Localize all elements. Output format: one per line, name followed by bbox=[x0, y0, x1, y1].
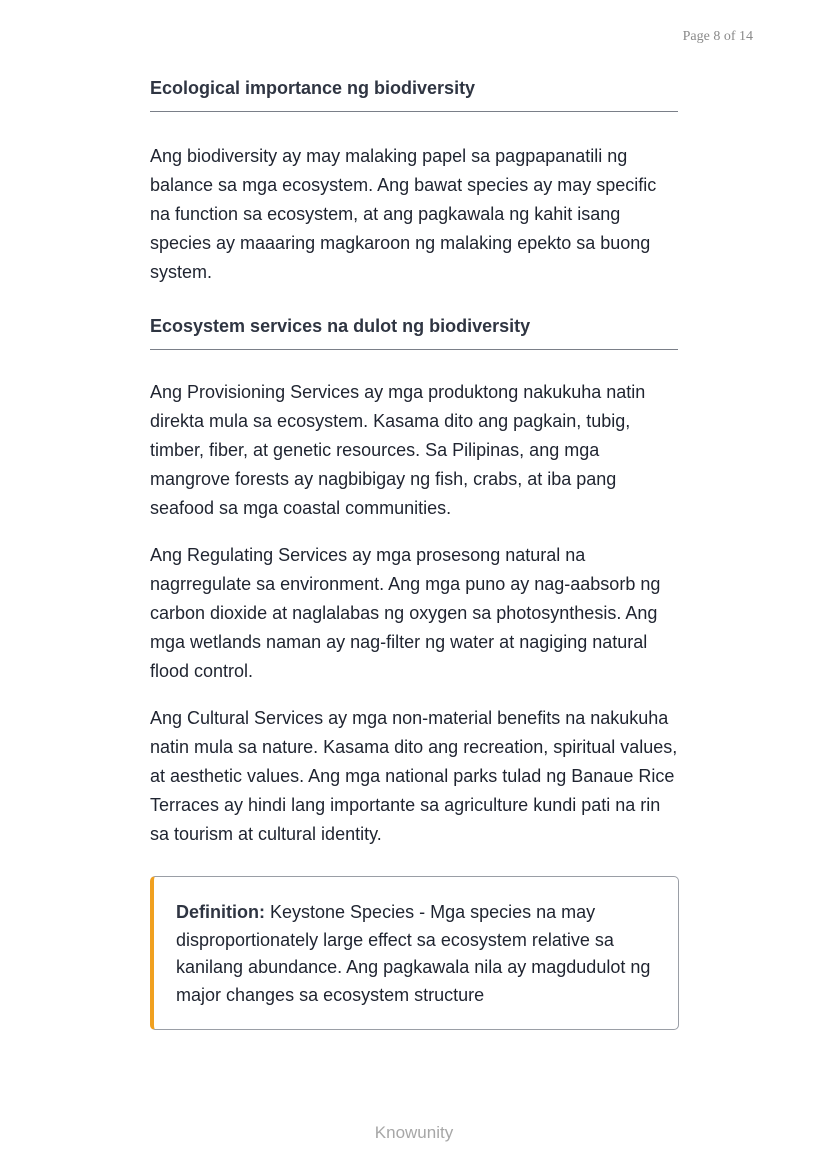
page-number: Page 8 of 14 bbox=[682, 29, 753, 44]
section-heading-ecological-importance: Ecological importance ng biodiversity bbox=[150, 76, 678, 112]
paragraph-ecological-importance: Ang biodiversity ay may malaking papel sa pagpapanatili ng balance sa mga ecosystem. Ang bawat species ay may specific na function sa ecosystem, at ang pagkawala ng kahit isang species ay maaaring magkaroon ng malaking epekto sa buong system. bbox=[150, 146, 657, 282]
definition-callout bbox=[150, 876, 679, 1030]
footer-brand: Knowunity bbox=[374, 1123, 454, 1142]
paragraph-cultural-services: Ang Cultural Services ay mga non-material benefits na nakukuha natin mula sa nature. Kasama dito ang recreation, spiritual values, at aesthetic values. Ang mga national parks tulad ng Banaue Rice Terraces ay hindi lang importante sa agriculture kundi pati na rin sa tourism at cultural identity. bbox=[150, 708, 678, 844]
paragraph-provisioning-services: Ang Provisioning Services ay mga produktong nakukuha natin direkta mula sa ecosystem. Kasama dito ang pagkain, tubig, timber, fiber, at genetic resources. Sa Pilipinas, ang mga mangrove forests ay nagbibigay ng fish, crabs, at iba pang seafood sa mga coastal communities. bbox=[150, 382, 646, 518]
definition-text: Keystone Species - Mga species na may disproportionately large effect sa ecosystem relative sa kanilang abundance. Ang pagkawala nila ay magdudulot ng major changes sa ecosystem structure bbox=[176, 902, 651, 1005]
definition-label: Definition: bbox=[176, 902, 265, 922]
paragraph-regulating-services: Ang Regulating Services ay mga prosesong natural na nagrregulate sa environment. Ang mga puno ay nag-aabsorb ng carbon dioxide at naglalabas ng oxygen sa photosynthesis. Ang mga wetlands naman ay nag-filter ng water at nagiging natural flood control. bbox=[150, 545, 661, 681]
section-heading-ecosystem-services: Ecosystem services na dulot ng biodiversity bbox=[150, 314, 678, 350]
document-content bbox=[150, 76, 678, 1030]
